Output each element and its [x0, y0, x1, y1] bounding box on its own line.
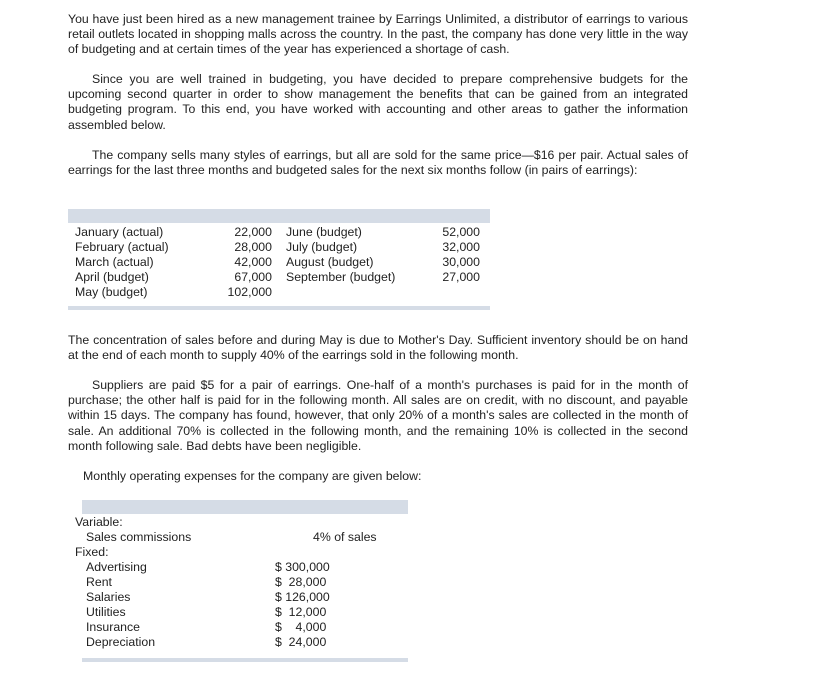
middle-paragraph-4: The concentration of sales before and during May is due to Mother's Day. Sufficient inventory should be on hand at the end of each month to supply 40% of the earrings sold in the following month.	[68, 333, 688, 363]
sales-value: 67,000	[234, 270, 272, 284]
middle-paragraph-6: Monthly operating expenses for the company are given below:	[83, 469, 422, 483]
sales-table-header-bar	[68, 209, 490, 223]
expense-name: Insurance	[86, 620, 141, 634]
sales-month-label: September (budget)	[286, 270, 396, 284]
sales-table	[68, 209, 490, 310]
intro-paragraph-1: You have just been hired as a new management trainee by Earrings Unlimited, a distributor of earrings to various retail outlets located in shopping malls across the country. In the past, the company has done very little in the way of budgeting and at certain times of the year has experienced a shortage of cash.	[68, 12, 688, 57]
sales-value: 42,000	[234, 255, 272, 269]
sales-value: 52,000	[442, 225, 480, 239]
middle-paragraph-5: Suppliers are paid $5 for a pair of earrings. One-half of a month's purchases is paid for in the month of purchase; the other half is paid for in the following month. All sales are on credit, with no discount, and payable within 15 days. The company has found, however, that only 20% of a month's sales are collected in the month of sale. An additional 70% is collected in the following month, and the remaining 10% is collected in the second month following sale. Bad debts have been negligible.	[68, 378, 688, 453]
expenses-table-header-bar	[82, 500, 408, 514]
sales-value: 32,000	[442, 240, 480, 254]
expense-value: $ 28,000	[275, 575, 327, 589]
expense-value: $ 24,000	[275, 635, 327, 649]
expenses-fixed-label: Fixed:	[75, 545, 109, 559]
sales-value: 102,000	[227, 285, 272, 299]
intro-paragraph-2: Since you are well trained in budgeting, you have decided to prepare comprehensive budgets for the upcoming second quarter in order to show management the benefits that can be gained from an integrated budgeting program. To this end, you have worked with accounting and other areas to gather the information assembled below.	[68, 72, 688, 132]
sales-month-label: January (actual)	[75, 225, 164, 239]
sales-month-label: April (budget)	[75, 270, 149, 284]
intro-paragraph-3: The company sells many styles of earrings, but all are sold for the same price—$16 per pair. Actual sales of earrings for the last three months and budgeted sales for the next six months follow (in pairs of earrings):	[68, 148, 688, 178]
sales-month-label: June (budget)	[286, 225, 362, 239]
expense-value: $ 300,000	[275, 560, 330, 574]
sales-month-label: February (actual)	[75, 240, 169, 254]
sales-month-label: May (budget)	[75, 285, 148, 299]
sales-value: 30,000	[442, 255, 480, 269]
sales-month-label: March (actual)	[75, 255, 154, 269]
expense-value: $ 12,000	[275, 605, 327, 619]
expense-value: $ 126,000	[275, 590, 330, 604]
expense-name: Depreciation	[86, 635, 156, 649]
expenses-table-footer-bar	[82, 658, 408, 662]
expense-name: Advertising	[86, 560, 147, 574]
sales-month-label: August (budget)	[286, 255, 374, 269]
sales-month-label: July (budget)	[286, 240, 358, 254]
expense-name: Sales commissions	[86, 530, 192, 544]
sales-value: 22,000	[234, 225, 272, 239]
sales-value: 28,000	[234, 240, 272, 254]
sales-value: 27,000	[442, 270, 480, 284]
expense-name: Salaries	[86, 590, 131, 604]
expenses-table	[68, 500, 408, 662]
expense-value: $ 4,000	[275, 620, 327, 634]
expense-name: Utilities	[86, 605, 126, 619]
expenses-variable-label: Variable:	[75, 515, 123, 529]
sales-table-footer-bar	[68, 306, 490, 310]
expense-name: Rent	[86, 575, 112, 589]
expense-value: 4% of sales	[313, 530, 377, 544]
